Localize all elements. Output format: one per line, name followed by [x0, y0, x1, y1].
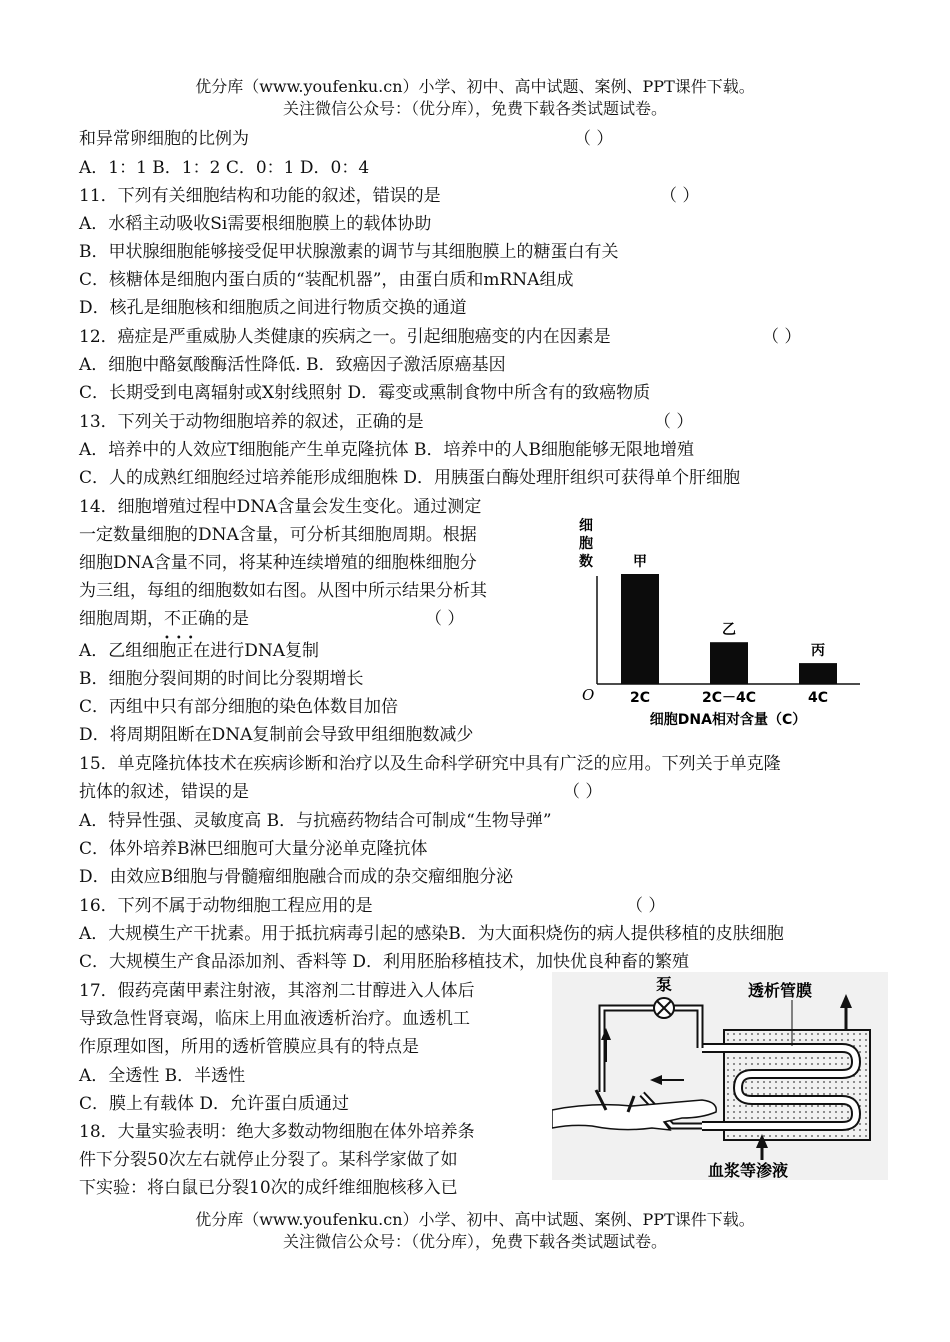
membrane-label: 透析管膜: [748, 981, 813, 1000]
q10-answer-paren: （ ）: [574, 129, 614, 149]
q17-stem-line-1: 17．假药亮菌甲素注射液，其溶剂二甘醇进入人体后: [79, 981, 475, 1001]
q11-answer-paren: （ ）: [660, 186, 700, 206]
q15-options-ab: A．特异性强、灵敏度高 B．与抗癌药物结合可制成“生物导弹”: [79, 811, 552, 831]
q11-stem: 11．下列有关细胞结构和功能的叙述，错误的是: [79, 186, 441, 206]
q14-stem-suffix: 的是: [215, 609, 249, 629]
chart-tick-label-2: 2C－4C: [701, 690, 757, 706]
q10-options: A．1：1 B．1：2 C．0：1 D．0：4: [79, 158, 370, 178]
q16-options-cd: C．大规模生产食品添加剂、香料等 D．利用胚胎移植技术，加快优良种畜的繁殖: [79, 952, 690, 972]
chart-ylabel-2: 胞: [579, 536, 593, 552]
q14-stem-line-2: 一定数量细胞的DNA含量，可分析其细胞周期。根据: [79, 525, 477, 545]
footer-line-2: 关注微信公众号：（优分库），免费下载各类试题试卷。: [282, 1232, 667, 1251]
chart-bar-label-3: 丙: [811, 643, 825, 660]
q12-options-cd: C．长期受到电离辐射或X射线照射 D．霉变或熏制食物中所含有的致癌物质: [79, 383, 651, 403]
q12-answer-paren: （ ）: [762, 327, 802, 347]
chart-bar-label-1: 甲: [633, 554, 647, 570]
chart-tick-label-3: 4C: [807, 690, 829, 706]
q16-options-ab: A．大规模生产干扰素。用于抵抗病毒引起的感染B．为大面积烧伤的病人提供移植的皮肤细胞: [79, 924, 784, 944]
q15-answer-paren: （ ）: [563, 782, 603, 802]
q11-option-b: B．甲状腺细胞能够接受促甲状腺激素的调节与其细胞膜上的糖蛋白有关: [79, 242, 619, 262]
chart-bars: [621, 554, 837, 706]
q14-stem-line-1: 14．细胞增殖过程中DNA含量会发生变化。通过测定: [79, 497, 482, 517]
q18-stem-line-1: 18．大量实验表明：绝大多数动物细胞在体外培养条: [79, 1122, 475, 1142]
chart-tick-label-1: 2C: [629, 690, 651, 706]
q14-emphasis-text: 不正确: [164, 609, 215, 629]
q14-emphasis: [164, 609, 215, 644]
q16-answer-paren: （ ）: [626, 896, 666, 916]
q15-option-d: D．由效应B细胞与骨髓瘤细胞融合而成的杂交瘤细胞分泌: [79, 867, 514, 887]
q16-stem: 16．下列不属于动物细胞工程应用的是: [79, 896, 373, 916]
chart-ylabel-1: 细: [579, 518, 593, 534]
q15-stem-line-1: 15．单克隆抗体技术在疾病诊断和治疗以及生命科学研究中具有广泛的应用。下列关于单克隆: [79, 754, 781, 774]
q13-options-cd: C．人的成熟红细胞经过培养能形成细胞株 D．用胰蛋白酶处理肝组织可获得单个肝细胞: [79, 468, 741, 488]
q11-option-a: A．水稻主动吸收Si需要根细胞膜上的载体协助: [79, 214, 432, 234]
q13-stem: 13．下列关于动物细胞培养的叙述，正确的是: [79, 412, 424, 432]
q11-option-d: D．核孔是细胞核和细胞质之间进行物质交换的通道: [79, 298, 467, 318]
q18-stem-line-3: 下实验：将白鼠已分裂10次的成纤维细胞核移入已: [79, 1178, 458, 1198]
q13-answer-paren: （ ）: [654, 412, 694, 432]
emphasis-dots: •••: [164, 633, 200, 644]
chart-bar-2: [710, 642, 748, 684]
fluid-label: 血浆等渗液: [708, 1161, 789, 1180]
chart-bar-label-2: 乙: [722, 622, 736, 639]
q12-stem: 12．癌症是严重威胁人类健康的疾病之一。引起细胞癌变的内在因素是: [79, 327, 611, 347]
q11-option-c: C．核糖体是细胞内蛋白质的“装配机器”，由蛋白质和mRNA组成: [79, 270, 574, 290]
q15-option-c: C．体外培养B淋巴细胞可大量分泌单克隆抗体: [79, 839, 428, 859]
q17-options-ab: A．全透性 B．半透性: [79, 1066, 246, 1086]
q14-option-c: C．丙组中只有部分细胞的染色体数目加倍: [79, 697, 399, 717]
q14-stem-line-4: 为三组，每组的细胞数如右图。从图中所示结果分析其: [79, 581, 487, 601]
chart-bar-1: [621, 574, 659, 684]
dna-content-bar-chart: [568, 506, 868, 738]
dialysis-machine-diagram: [552, 972, 888, 1180]
q17-stem-line-2: 导致急性肾衰竭，临床上用血液透析治疗。血透机工: [79, 1009, 470, 1029]
header-line-1: 优分库（www.youfenku.cn）小学、初中、高中试题、案例、PPT课件下载。: [195, 77, 755, 96]
q14-answer-paren: （ ）: [425, 609, 465, 629]
q14-option-a: A．乙组细胞正在进行DNA复制: [79, 641, 320, 661]
q14-option-b: B．细胞分裂间期的时间比分裂期增长: [79, 669, 364, 689]
chart-origin-label: O: [582, 686, 595, 704]
q18-stem-line-2: 件下分裂50次左右就停止分裂了。某科学家做了如: [79, 1150, 458, 1170]
pump-label: 泵: [656, 975, 673, 994]
header-line-2: 关注微信公众号：（优分库），免费下载各类试题试卷。: [282, 99, 667, 118]
q10-continuation: 和异常卵细胞的比例为: [79, 129, 249, 149]
q14-stem-line-5: [79, 607, 249, 644]
chart-xlabel: 细胞DNA相对含量（C）: [649, 712, 807, 728]
q17-stem-line-3: 作原理如图，所用的透析管膜应具有的特点是: [79, 1037, 419, 1057]
q14-stem-line-3: 细胞DNA含量不同，将某种连续增殖的细胞株细胞分: [79, 553, 477, 573]
q13-options-ab: A．培养中的人效应T细胞能产生单克隆抗体 B．培养中的人B细胞能够无限地增殖: [79, 440, 695, 460]
chart-bar-3: [799, 663, 837, 684]
q14-stem-prefix: 细胞周期，: [79, 609, 164, 629]
q12-options-ab: A．细胞中酪氨酸酶活性降低. B．致癌因子激活原癌基因: [79, 355, 506, 375]
footer-line-1: 优分库（www.youfenku.cn）小学、初中、高中试题、案例、PPT课件下载。: [195, 1210, 755, 1229]
chart-ylabel-3: 数: [579, 554, 593, 570]
q15-stem-line-2: 抗体的叙述，错误的是: [79, 782, 249, 802]
q17-options-cd: C．膜上有载体 D．允许蛋白质通过: [79, 1094, 350, 1114]
q14-option-d: D．将周期阻断在DNA复制前会导致甲组细胞数减少: [79, 725, 474, 745]
